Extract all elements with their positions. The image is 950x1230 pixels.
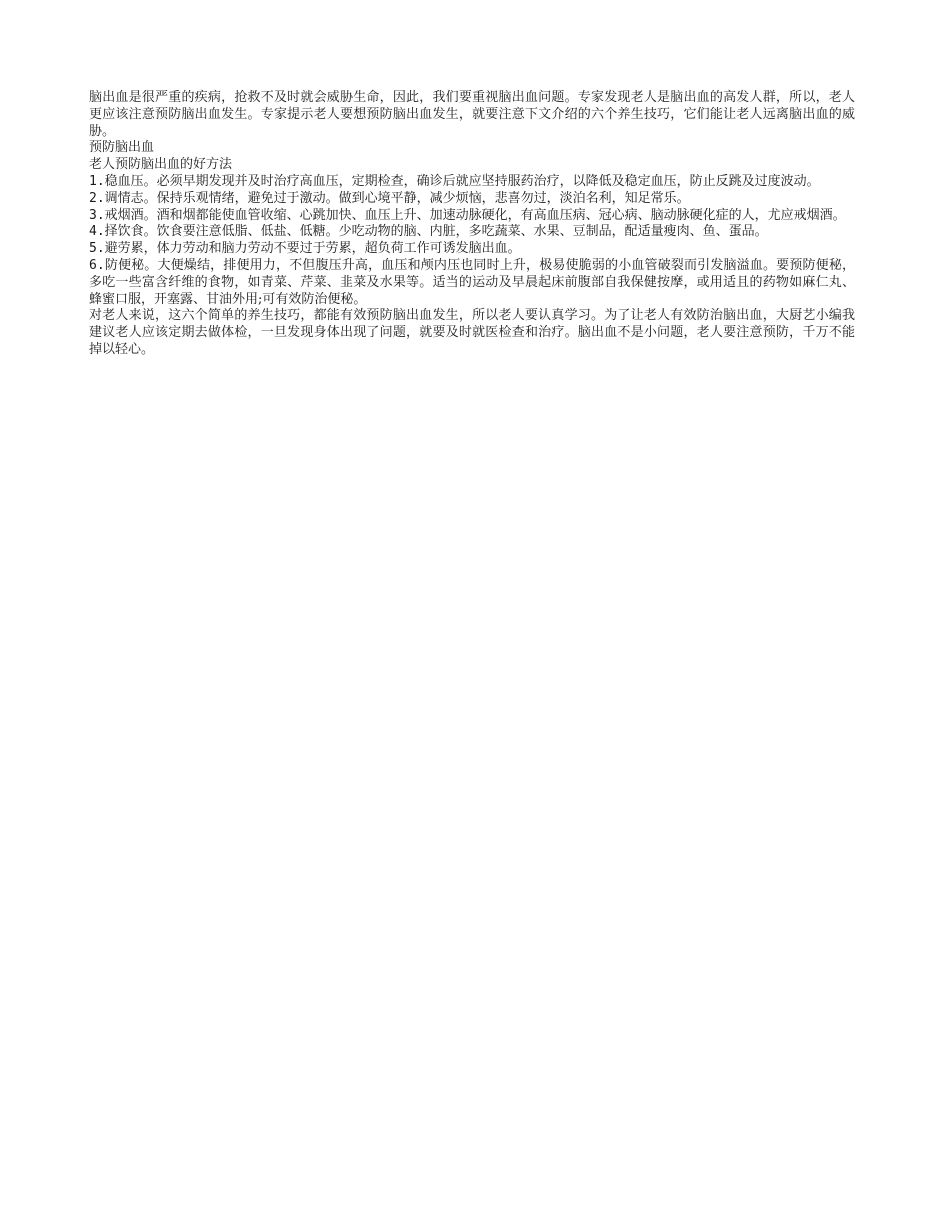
list-item xyxy=(89,224,855,241)
list-item xyxy=(89,258,855,308)
intro-paragraph: 脑出血是很严重的疾病，抢救不及时就会威胁生命，因此，我们要重视脑出血问题。专家发现老人是脑出血的高发人群，所以，老人更应该注意预防脑出血发生。专家提示老人要想预防脑出血发生，就要注意下文介绍的六个养生技巧，它们能让老人远离脑出血的威胁。 xyxy=(89,90,855,139)
list-item-number: 2. xyxy=(89,190,105,206)
list-item-number: 6. xyxy=(89,257,105,273)
list-item-number: 3. xyxy=(89,207,105,223)
list-item-text: 调情志。保持乐观情绪，避免过于激动。做到心境平静，减少烦恼，悲喜勿过，淡泊名利，知足常乐。 xyxy=(104,190,690,206)
conclusion-paragraph: 对老人来说，这六个简单的养生技巧，都能有效预防脑出血发生，所以老人要认真学习。为了让老人有效防治脑出血，大厨艺小编我建议老人应该定期去做体检，一旦发现身体出现了问题，就要及时就医检查和治疗。脑出血不是小问题，老人要注意预防，千万不能掉以轻心。 xyxy=(89,308,855,357)
list-item-text: 防便秘。大便燥结，排便用力，不但腹压升高，血压和颅内压也同时上升，极易使脆弱的小血管破裂而引发脑溢血。要预防便秘，多吃一些富含纤维的食物，如青菜、芹菜、韭菜及水果等。适当的运动及早晨起床前腹部自我保健按摩，或用适且的药物如麻仁丸、蜂蜜口服，开塞露、甘油外用;可有效防治便秘。 xyxy=(89,257,855,307)
list-item-text: 避劳累，体力劳动和脑力劳动不要过于劳累，超负荷工作可诱发脑出血。 xyxy=(104,241,521,257)
list-item xyxy=(89,174,855,191)
list-item-text: 择饮食。饮食要注意低脂、低盐、低糖。少吃动物的脑、内脏，多吃蔬菜、水果、豆制品，配适量瘦肉、鱼、蛋品。 xyxy=(104,224,768,240)
section-heading: 预防脑出血 xyxy=(89,140,155,156)
list-item-text: 稳血压。必须早期发现并及时治疗高血压，定期检查，确诊后就应坚持服药治疗，以降低及稳定血压，防止反跳及过度波动。 xyxy=(104,173,820,189)
list-item xyxy=(89,208,855,225)
list-item-number: 5. xyxy=(89,241,105,257)
subsection-heading: 老人预防脑出血的好方法 xyxy=(89,157,233,173)
article-body xyxy=(89,90,855,359)
list-item xyxy=(89,241,855,258)
list-item-number: 1. xyxy=(89,173,105,189)
list-item xyxy=(89,191,855,208)
list-item-number: 4. xyxy=(89,224,105,240)
list-item-text: 戒烟酒。酒和烟都能使血管收缩、心跳加快、血压上升、加速动脉硬化，有高血压病、冠心病、脑动脉硬化症的人，尤应戒烟酒。 xyxy=(104,207,846,223)
